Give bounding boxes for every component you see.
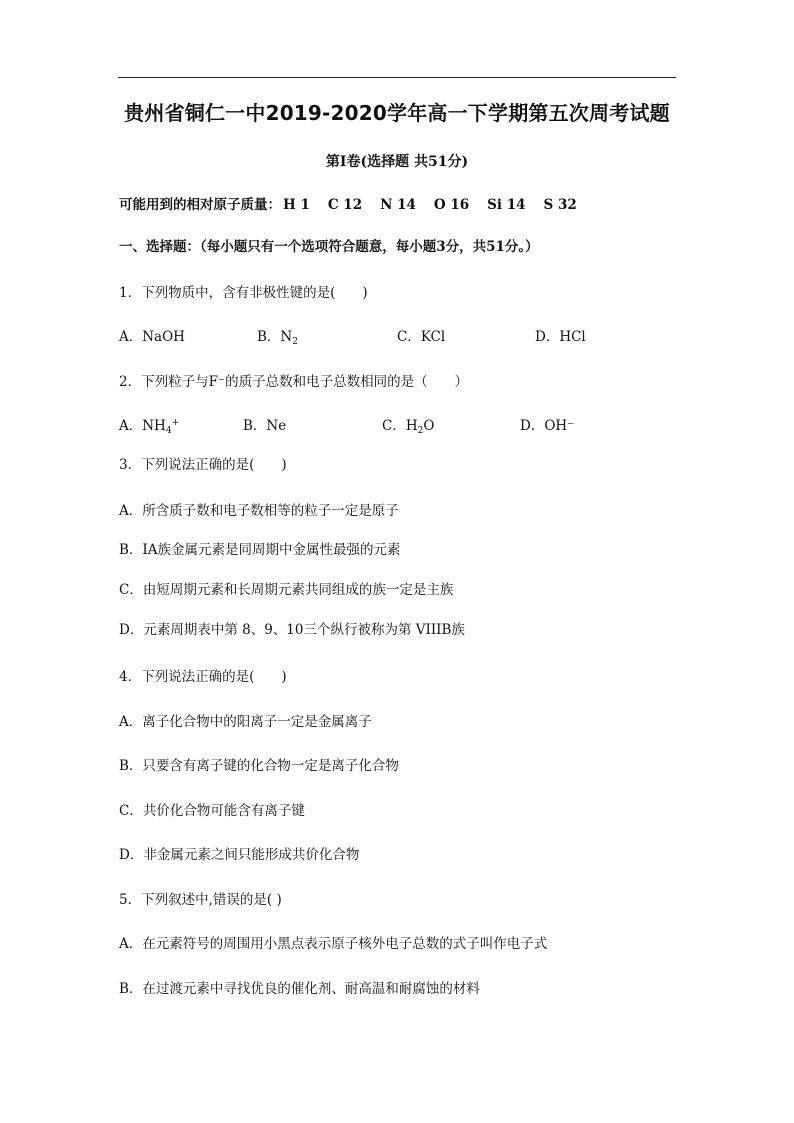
- atomic-mass-label: 可能用到的相对原子质量：: [119, 197, 281, 213]
- q3-option-b: B．ⅠA族金属元素是同周期中金属性最强的元素: [119, 542, 401, 558]
- volume-subtitle: 第Ⅰ卷(选择题 共51分): [325, 154, 469, 170]
- q3-option-a: A．所含质子数和电子数相等的粒子一定是原子: [119, 503, 399, 519]
- mass-h: H 1: [283, 197, 310, 213]
- mass-si: Si 14: [487, 197, 526, 213]
- q3-option-c: C．由短周期元素和长周期元素共同组成的族一定是主族: [119, 582, 454, 598]
- q3-option-d: D．元素周期表中第 8、9、10三个纵行被称为第 VIIIB族: [119, 622, 465, 638]
- question-2-stem: 2．下列粒子与F⁻的质子总数和电子总数相同的是（ ）: [119, 374, 469, 390]
- question-3-stem: 3．下列说法正确的是( ): [119, 457, 287, 473]
- q5-option-a: A．在元素符号的周围用小黑点表示原子核外电子总数的式子叫作电子式: [119, 936, 548, 952]
- mass-c: C 12: [327, 197, 363, 213]
- q2-option-b: B．Ne: [243, 418, 287, 434]
- question-5-stem: 5．下列叙述中,错误的是( ): [119, 892, 282, 908]
- q2-option-c: C．$H_2O$: [382, 418, 435, 436]
- mass-n: N 14: [380, 197, 416, 213]
- header-rule: [118, 77, 676, 78]
- q4-option-c: C．共价化合物可能含有离子键: [119, 803, 305, 819]
- q1-option-a: A．NaOH: [119, 329, 185, 345]
- question-4-stem: 4．下列说法正确的是( ): [119, 669, 287, 685]
- atomic-mass-line: [119, 193, 595, 213]
- q1-option-c: C．KCl: [397, 329, 446, 345]
- question-1-stem: 1．下列物质中，含有非极性键的是( ): [119, 285, 368, 301]
- q2-option-a: A．$NH_4^+$: [119, 418, 180, 436]
- q4-option-b: B．只要含有离子键的化合物一定是离子化合物: [119, 758, 399, 774]
- q2-option-d: D．OH⁻: [520, 418, 575, 434]
- q1-option-d: D．HCl: [535, 329, 586, 345]
- mass-s: S 32: [543, 197, 577, 213]
- mass-o: O 16: [433, 197, 470, 213]
- section-heading: 一、选择题：（每小题只有一个选项符合题意，每小题3分，共51分。）: [119, 239, 539, 255]
- q4-option-a: A．离子化合物中的阳离子一定是金属离子: [119, 714, 372, 730]
- page-title: 贵州省铜仁一中2019-2020学年高一下学期第五次周考试题: [124, 101, 670, 125]
- q5-option-b: B．在过渡元素中寻找优良的催化剂、耐高温和耐腐蚀的材料: [119, 981, 480, 997]
- q1-option-b: B．$N_2$: [257, 329, 298, 347]
- q4-option-d: D．非金属元素之间只能形成共价化合物: [119, 847, 360, 863]
